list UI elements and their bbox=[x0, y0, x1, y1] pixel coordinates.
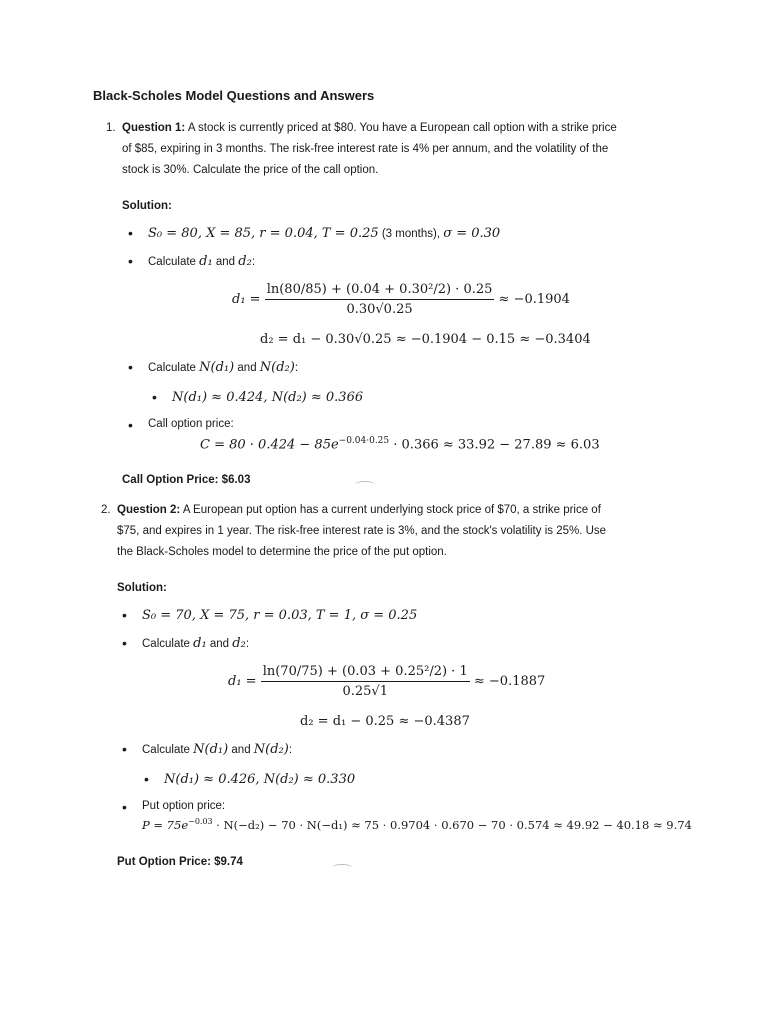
question-1-solution-heading: Solution: bbox=[122, 200, 172, 212]
question-2-answer: Put Option Price: $9.74 bbox=[117, 856, 243, 868]
q2-calc-d-and: and bbox=[206, 638, 233, 650]
q2-calc-n-end: : bbox=[288, 744, 293, 756]
q1-call-eq-main: C = 80 · 0.424 − 85e bbox=[200, 437, 339, 453]
q2-put-eq-exponent: −0.03 bbox=[188, 817, 213, 826]
q1-params-math: S₀ = 80, X = 85, r = 0.04, T = 0.25 bbox=[148, 226, 379, 241]
question-2-number: 2. bbox=[101, 504, 111, 516]
q1-n-values-math: N(d₁) ≈ 0.424, N(d₂) ≈ 0.366 bbox=[172, 390, 364, 405]
q1-call-eq-exponent: −0.04·0.25 bbox=[338, 436, 390, 446]
q1-params-sigma: σ = 0.30 bbox=[443, 226, 501, 241]
question-1-answer: Call Option Price: $6.03 bbox=[122, 474, 251, 486]
q1-calc-n-text: Calculate bbox=[148, 362, 200, 374]
q2-d1-lhs: d₁ = bbox=[228, 674, 257, 689]
question-1-number: 1. bbox=[106, 122, 116, 134]
question-2-put-price-step bbox=[142, 800, 225, 812]
q2-calc-d1: d₁ bbox=[193, 636, 207, 651]
question-2-line-3: the Black-Scholes model to determine the price of the put option. bbox=[117, 546, 447, 558]
q2-d1-numerator: ln(70/75) + (0.03 + 0.25²/2) · 1 bbox=[261, 664, 470, 682]
question-2-calc-n-step bbox=[142, 742, 292, 757]
question-1-d1-equation bbox=[232, 282, 570, 317]
question-2-put-equation bbox=[142, 817, 692, 832]
q2-calc-n2: N(d₂) bbox=[253, 742, 289, 757]
question-1-calc-n-step bbox=[148, 360, 298, 375]
question-2-d1-equation bbox=[228, 664, 545, 699]
q2-put-label: Put option price: bbox=[142, 800, 226, 812]
question-2-solution-heading: Solution: bbox=[117, 582, 167, 594]
question-2-line-1: A European put option has a current underlying stock price of $70, a strike price of bbox=[180, 504, 601, 516]
q2-calc-d2: d₂ bbox=[232, 636, 246, 651]
question-2-line-2: $75, and expires in 1 year. The risk-free interest rate is 3%, and the stock's volatility is 25%. Use bbox=[117, 525, 607, 537]
q2-calc-d-text: Calculate bbox=[142, 638, 194, 650]
q1-calc-n1: N(d₁) bbox=[199, 360, 235, 375]
question-1-line-3: stock is 30%. Calculate the price of the call option. bbox=[122, 164, 379, 176]
question-2-calc-d-step bbox=[142, 636, 249, 651]
q2-calc-d-end: : bbox=[245, 638, 250, 650]
q1-d1-fraction bbox=[265, 282, 495, 317]
question-1-call-price-step bbox=[148, 418, 234, 430]
question-1-call-equation bbox=[200, 436, 600, 452]
q1-calc-d-end: : bbox=[251, 256, 256, 268]
question-2-text bbox=[101, 500, 677, 563]
q2-put-eq-main: P = 75e bbox=[142, 817, 189, 832]
q1-params-note: (3 months), bbox=[378, 228, 444, 240]
q1-d1-denominator: 0.30√0.25 bbox=[346, 302, 413, 317]
q2-n-values-math: N(d₁) ≈ 0.426, N(d₂) ≈ 0.330 bbox=[164, 772, 356, 787]
q2-d1-denominator: 0.25√1 bbox=[342, 684, 388, 699]
q1-call-eq-rest: · 0.366 ≈ 33.92 − 27.89 ≈ 6.03 bbox=[389, 437, 600, 453]
q1-calc-d-text: Calculate bbox=[148, 256, 200, 268]
q1-d1-lhs: d₁ = bbox=[232, 292, 261, 307]
q1-calc-n-and: and bbox=[234, 362, 260, 374]
question-1-label: Question 1: bbox=[122, 122, 186, 134]
q1-calc-d-and: and bbox=[212, 256, 239, 268]
question-1-line-2: of $85, expiring in 3 months. The risk-free interest rate is 4% per annum, and the volatility of the bbox=[122, 143, 609, 155]
question-1-n-values bbox=[172, 390, 363, 405]
q1-call-label: Call option price: bbox=[148, 418, 234, 430]
question-1-line-1: A stock is currently priced at $80. You have a European call option with a strike price bbox=[185, 122, 617, 134]
q2-params-math: S₀ = 70, X = 75, r = 0.03, T = 1, σ = 0.25 bbox=[142, 608, 418, 623]
question-1-text bbox=[106, 118, 682, 181]
question-2-n-values bbox=[164, 772, 355, 787]
q1-d1-numerator: ln(80/85) + (0.04 + 0.30²/2) · 0.25 bbox=[265, 282, 495, 300]
question-1-parameters bbox=[148, 226, 500, 241]
q1-calc-n2: N(d₂) bbox=[259, 360, 295, 375]
page-marker bbox=[355, 481, 375, 488]
q2-d1-result: ≈ −0.1887 bbox=[473, 674, 546, 689]
q2-calc-n-text: Calculate bbox=[142, 744, 194, 756]
q1-calc-d1: d₁ bbox=[199, 254, 213, 269]
q2-put-eq-rest: · N(−d₂) − 70 · N(−d₁) ≈ 75 · 0.9704 · 0.670 − 70 · 0.574 ≈ 49.92 − 40.18 ≈ 9.74 bbox=[212, 817, 692, 832]
q1-d1-result: ≈ −0.1904 bbox=[498, 292, 570, 307]
question-2-d2-equation: d₂ = d₁ − 0.25 ≈ −0.4387 bbox=[300, 714, 470, 729]
question-1-d2-equation: d₂ = d₁ − 0.30√0.25 ≈ −0.1904 − 0.15 ≈ −0.3404 bbox=[260, 332, 591, 347]
q1-calc-d2: d₂ bbox=[238, 254, 252, 269]
q2-calc-n-and: and bbox=[228, 744, 254, 756]
q2-calc-n1: N(d₁) bbox=[193, 742, 229, 757]
question-2-label: Question 2: bbox=[117, 504, 181, 516]
page-marker-2 bbox=[332, 864, 352, 871]
q2-d1-fraction bbox=[261, 664, 470, 699]
question-2-parameters bbox=[142, 608, 417, 623]
page-title: Black-Scholes Model Questions and Answers bbox=[93, 88, 375, 103]
q1-calc-n-end: : bbox=[294, 362, 299, 374]
question-1-calc-d-step bbox=[148, 254, 255, 269]
